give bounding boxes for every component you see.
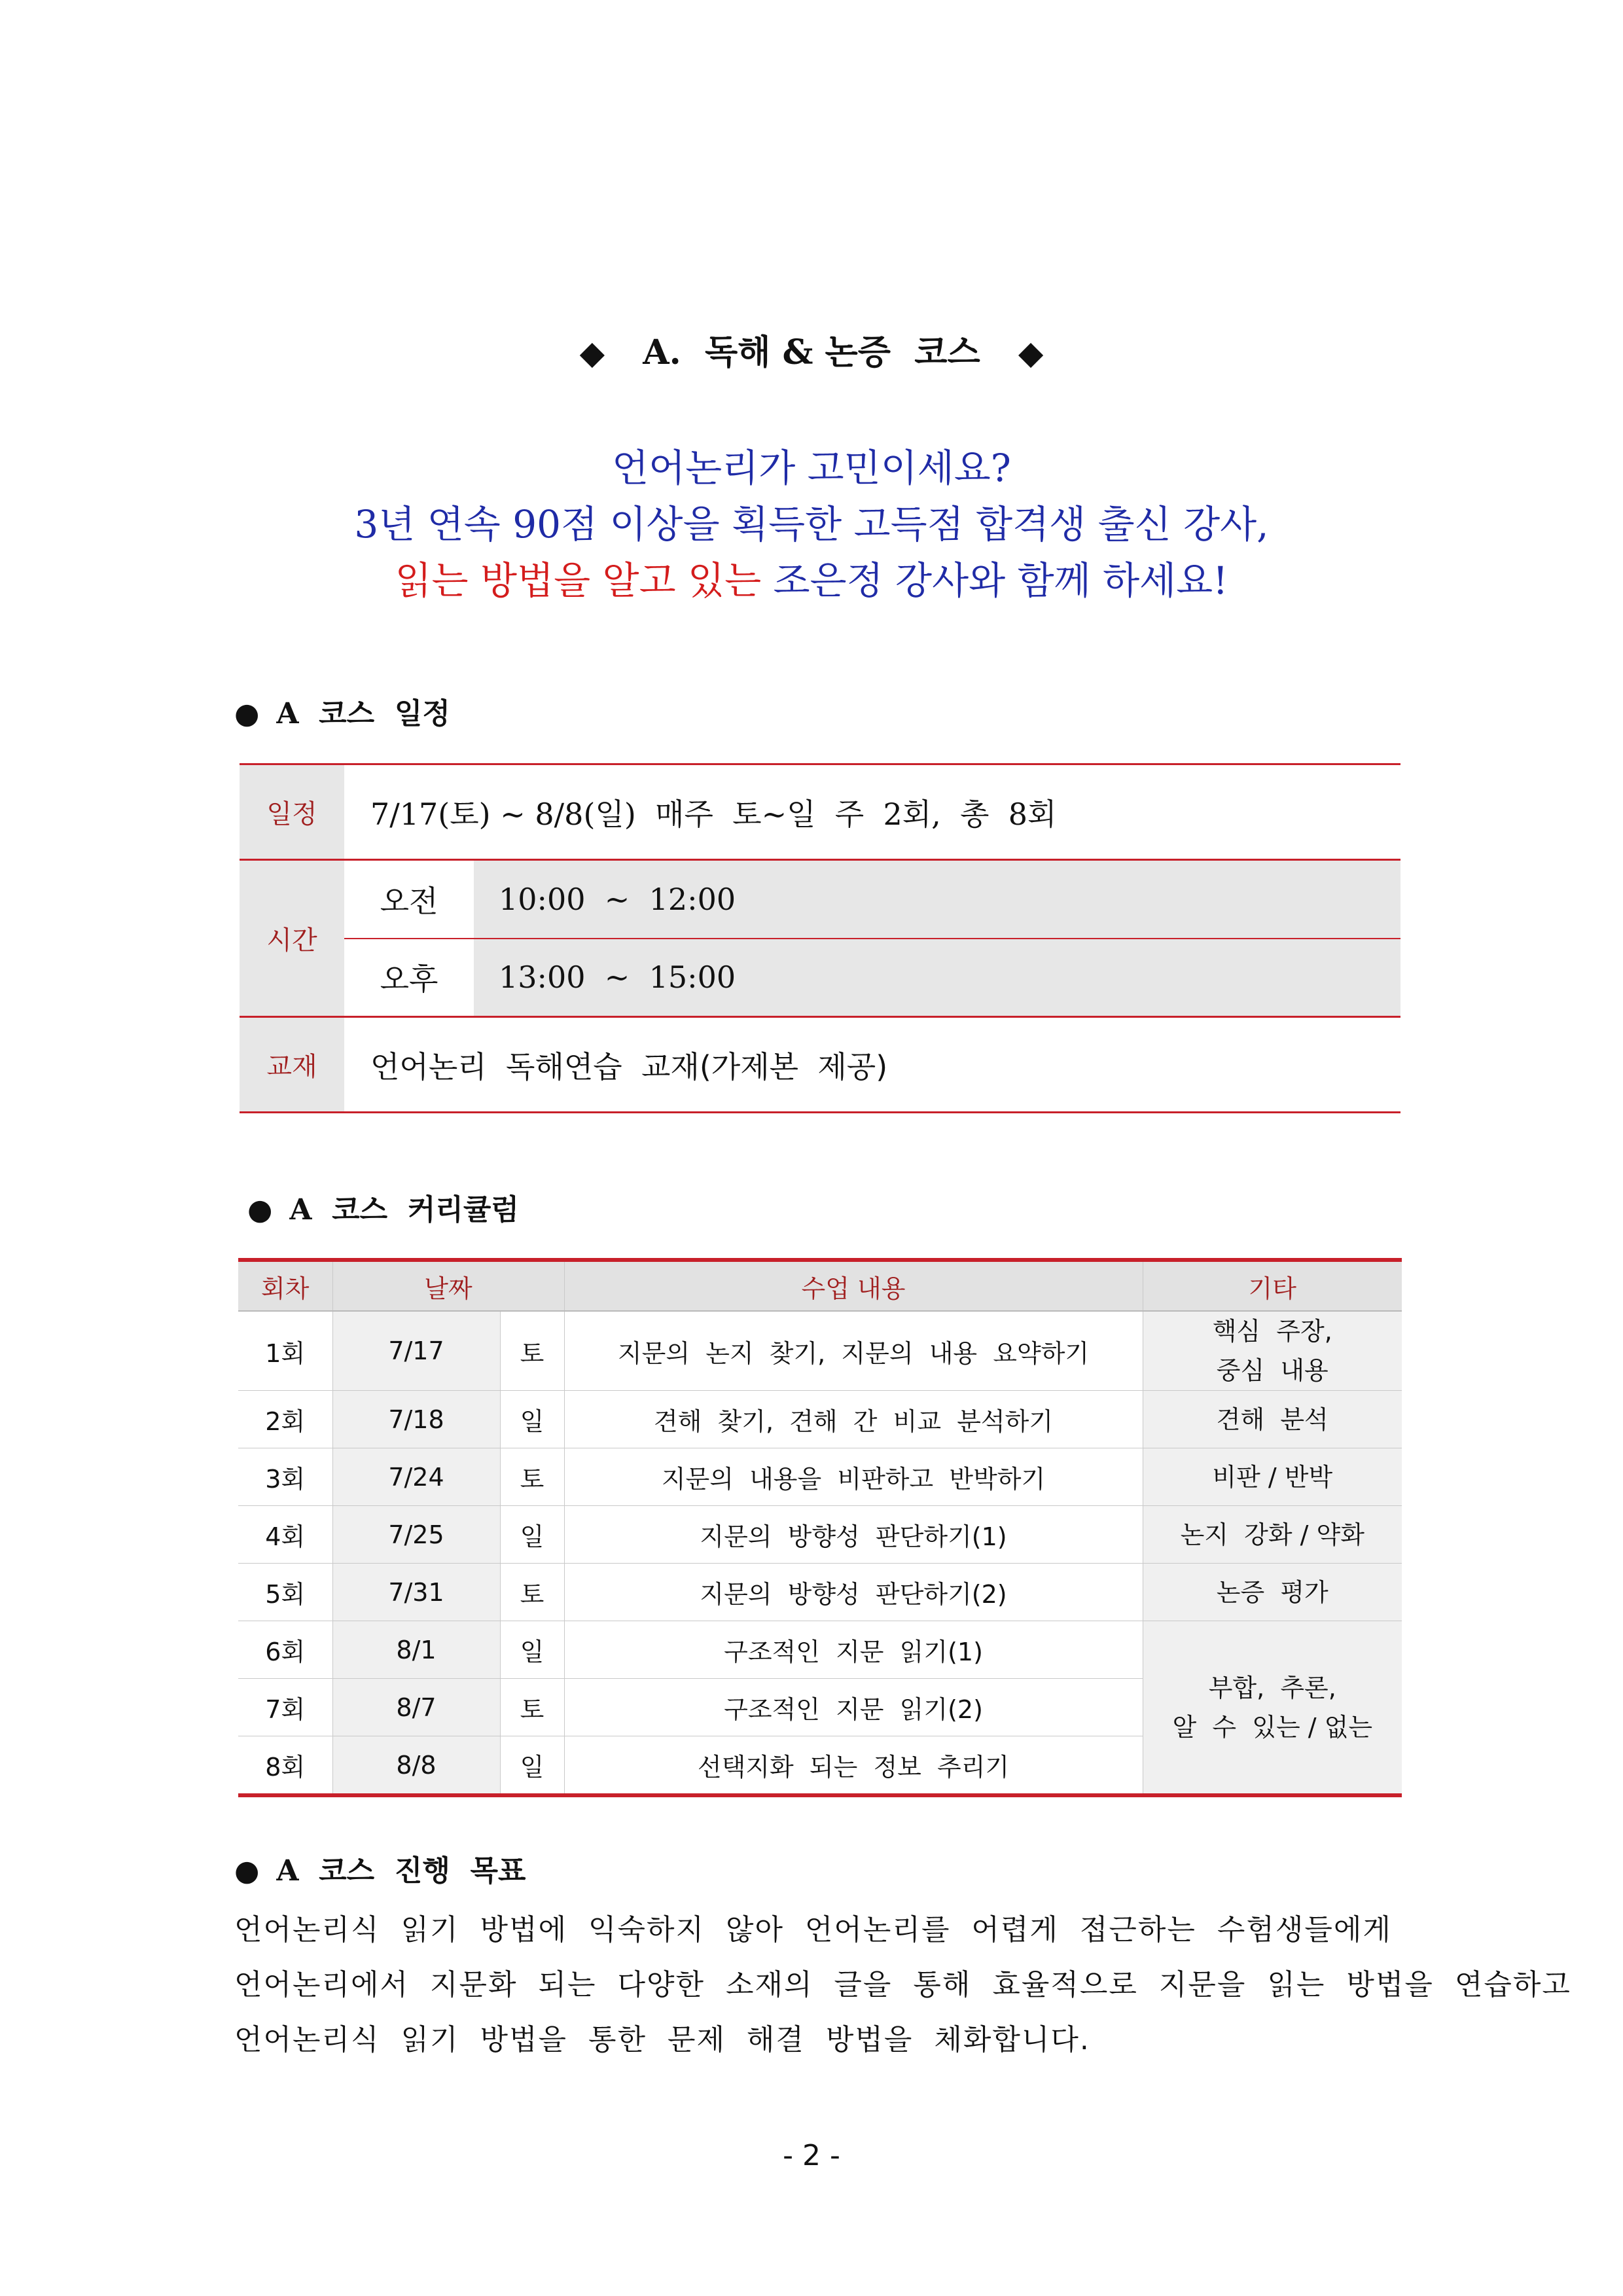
bullet-icon: ●	[234, 697, 260, 730]
day-cell: 일	[500, 1621, 564, 1679]
schedule-pm-label: 오후	[344, 939, 474, 1017]
session-cell: 5회	[238, 1564, 332, 1621]
bullet-icon: ●	[247, 1193, 273, 1227]
etc-cell: 논지 강화 / 약화	[1143, 1506, 1402, 1564]
schedule-am-value: 10:00 ~ 12:00	[474, 860, 1400, 939]
schedule-book-label: 교재	[240, 1017, 344, 1113]
schedule-heading-text: A 코스 일정	[276, 697, 450, 730]
curriculum-table	[238, 1258, 1402, 1797]
schedule-table	[240, 763, 1400, 1113]
etc-cell: 논증 평가	[1143, 1564, 1402, 1621]
etc-line: 중심 내용	[1216, 1356, 1329, 1385]
diamond-right-icon: ◆	[1018, 333, 1044, 372]
day-cell: 일	[500, 1391, 564, 1448]
slogan-line-3-red: 읽는 방법을 알고 있는	[395, 558, 762, 603]
curriculum-heading-text: A 코스 커리큘럼	[289, 1193, 519, 1227]
schedule-am-label: 오전	[344, 860, 474, 939]
date-cell: 7/25	[332, 1506, 500, 1564]
content-cell: 지문의 방향성 판단하기(1)	[564, 1506, 1143, 1564]
course-title-text: A. 독해 & 논증 코스	[643, 332, 980, 372]
date-cell: 7/17	[332, 1311, 500, 1391]
date-cell: 7/24	[332, 1448, 500, 1506]
schedule-heading	[234, 690, 450, 732]
slogan-line-2: 3년 연속 90점 이상을 획득한 고득점 합격생 출신 강사,	[354, 502, 1269, 547]
goal-heading	[234, 1847, 526, 1889]
table-row	[238, 1448, 1402, 1506]
session-cell: 4회	[238, 1506, 332, 1564]
table-row	[238, 1311, 1402, 1391]
schedule-row-book	[240, 1017, 1400, 1113]
content-cell: 구조적인 지문 읽기(1)	[564, 1621, 1143, 1679]
schedule-row-pm	[240, 939, 1400, 1017]
header-session: 회차	[238, 1260, 332, 1311]
table-row	[238, 1391, 1402, 1448]
header-content: 수업 내용	[564, 1260, 1143, 1311]
etc-line: 알 수 있는 / 없는	[1172, 1712, 1373, 1742]
session-cell: 7회	[238, 1679, 332, 1736]
day-cell: 토	[500, 1311, 564, 1391]
day-cell: 토	[500, 1564, 564, 1621]
date-cell: 8/1	[332, 1621, 500, 1679]
table-row	[238, 1564, 1402, 1621]
session-cell: 1회	[238, 1311, 332, 1391]
day-cell: 토	[500, 1448, 564, 1506]
etc-cell	[1143, 1311, 1402, 1391]
content-cell: 지문의 방향성 판단하기(2)	[564, 1564, 1143, 1621]
schedule-row-date	[240, 764, 1400, 860]
session-cell: 3회	[238, 1448, 332, 1506]
schedule-date-label: 일정	[240, 764, 344, 860]
schedule-row-am	[240, 860, 1400, 939]
schedule-time-label: 시간	[240, 860, 344, 1017]
schedule-book-value: 언어논리 독해연습 교재(가제본 제공)	[344, 1017, 1400, 1113]
session-cell: 8회	[238, 1736, 332, 1796]
table-row	[238, 1621, 1402, 1679]
session-cell: 6회	[238, 1621, 332, 1679]
page-number: - 2 -	[783, 2139, 840, 2172]
curriculum-header-row	[238, 1260, 1402, 1311]
slogan-line-3	[0, 550, 1623, 605]
slogan-line-3-blue: 조은정 강사와 함께 하세요!	[773, 558, 1228, 603]
date-cell: 8/8	[332, 1736, 500, 1796]
date-cell: 7/18	[332, 1391, 500, 1448]
goal-line-3: 언어논리식 읽기 방법을 통한 문제 해결 방법을 체화합니다.	[234, 2023, 1090, 2056]
day-cell: 일	[500, 1736, 564, 1796]
content-cell: 견해 찾기, 견해 간 비교 분석하기	[564, 1391, 1143, 1448]
etc-merged-cell	[1143, 1621, 1402, 1796]
goal-heading-text: A 코스 진행 목표	[276, 1854, 526, 1888]
content-cell: 지문의 내용을 비판하고 반박하기	[564, 1448, 1143, 1506]
etc-cell: 견해 분석	[1143, 1391, 1402, 1448]
goal-line-1: 언어논리식 읽기 방법에 익숙하지 않아 언어논리를 어렵게 접근하는 수험생들에게	[234, 1913, 1392, 1946]
etc-line: 핵심 주장,	[1212, 1317, 1332, 1346]
content-cell: 지문의 논지 찾기, 지문의 내용 요약하기	[564, 1311, 1143, 1391]
diamond-left-icon: ◆	[579, 333, 605, 372]
header-date: 날짜	[332, 1260, 564, 1311]
content-cell: 구조적인 지문 읽기(2)	[564, 1679, 1143, 1736]
schedule-date-value: 7/17(토) ~ 8/8(일) 매주 토~일 주 2회, 총 8회	[344, 764, 1400, 860]
curriculum-heading	[247, 1186, 519, 1228]
session-cell: 2회	[238, 1391, 332, 1448]
date-cell: 7/31	[332, 1564, 500, 1621]
etc-cell: 비판 / 반박	[1143, 1448, 1402, 1506]
table-row	[238, 1506, 1402, 1564]
bullet-icon: ●	[234, 1854, 260, 1888]
goal-line-2: 언어논리에서 지문화 되는 다양한 소재의 글을 통해 효율적으로 지문을 읽는 방법을 연습하고	[234, 1968, 1571, 2001]
header-etc: 기타	[1143, 1260, 1402, 1311]
content-cell: 선택지화 되는 정보 추리기	[564, 1736, 1143, 1796]
date-cell: 8/7	[332, 1679, 500, 1736]
etc-line: 부합, 추론,	[1208, 1673, 1336, 1702]
course-title	[0, 325, 1623, 374]
slogan-line-1: 언어논리가 고민이세요?	[612, 446, 1011, 490]
day-cell: 일	[500, 1506, 564, 1564]
day-cell: 토	[500, 1679, 564, 1736]
schedule-pm-value: 13:00 ~ 15:00	[474, 939, 1400, 1017]
